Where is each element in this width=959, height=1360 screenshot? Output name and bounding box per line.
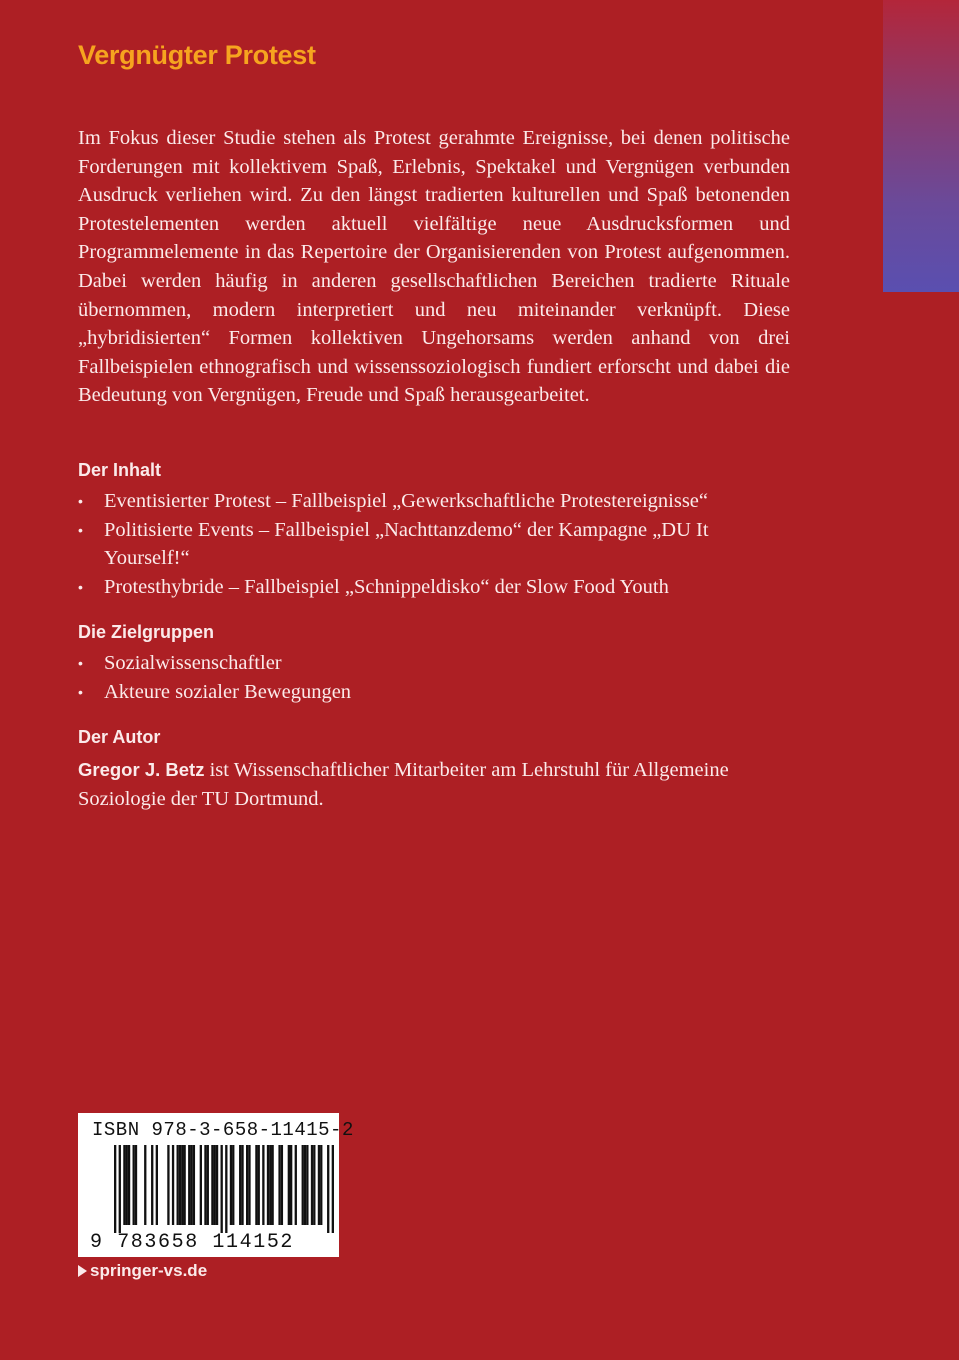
barcode-bar [183, 1145, 185, 1225]
barcode-bar [126, 1145, 128, 1225]
publisher-link[interactable] [78, 1261, 207, 1281]
barcode-bar [123, 1145, 125, 1225]
barcode-bar [267, 1145, 269, 1225]
barcode-bar [177, 1145, 179, 1225]
barcode-bar [318, 1145, 320, 1225]
barcode-bar [302, 1145, 304, 1225]
barcode-bar [179, 1145, 181, 1225]
accent-strip [883, 0, 959, 292]
list-item: • Protesthybride – Fallbeispiel „Schnippeldisko“ der Slow Food Youth [78, 573, 798, 602]
barcode-bar [278, 1145, 280, 1225]
barcode-bar [269, 1145, 271, 1225]
audience-list [78, 649, 798, 706]
audience-heading: Die Zielgruppen [78, 622, 215, 642]
barcode-bar [156, 1145, 158, 1225]
book-title: Vergnügter Protest [78, 40, 316, 70]
intro-paragraph: Im Fokus dieser Studie stehen als Protest gerahmte Ereignisse, bei denen politische Forderungen mit kollektivem Spaß, Erlebnis, Spektakel und Vergnügen verbunden Ausdruck verliehen wird. Zu den längst tradierten kulturellen und Spaß betonenden Protestelementen werden aktuell vielfältige neue Ausdrucksformen und Programmelemente in das Repertoire der Organisierenden von Protest aufgenommen. Dabei werden häufig in anderen gesellschaftlichen Bereichen tradierte Rituale übernommen, modern interpretiert und neu miteinander verknüpft. Diese „hybridisierten“ Formen kollektiven Ungehorsams werden anhand von drei Fallbeispielen ethnografisch und wissenssoziologisch fundiert erforscht und dabei die Bedeutung von Vergnügen, Freude und Spaß herausgearbeitet. [78, 127, 790, 407]
list-item: • Sozialwissenschaftler [78, 649, 798, 678]
barcode-bar [211, 1145, 213, 1225]
barcode-bar [172, 1145, 174, 1225]
barcode-bar [271, 1145, 273, 1225]
barcode-bar [221, 1145, 223, 1233]
barcode-bar [320, 1145, 322, 1225]
barcode-bar [190, 1145, 192, 1225]
barcode-bar [133, 1145, 135, 1225]
barcode-bar [144, 1145, 146, 1225]
author-bio-text: ist Wissenschaftlicher Mitarbeiter am Lehrstuhl für Allgemeine Soziologie der TU Dortmund. [78, 759, 729, 810]
barcode-bar [207, 1145, 209, 1225]
ean-digits: 9 783658 114152 [90, 1231, 295, 1254]
barcode-bars [114, 1145, 334, 1233]
barcode-bar [200, 1145, 202, 1225]
barcode-bar [306, 1145, 308, 1225]
barcode-bar [295, 1145, 297, 1225]
list-item: • Akteure sozialer Bewegungen [78, 678, 798, 707]
barcode-bar [214, 1145, 216, 1225]
barcode-bar [241, 1145, 243, 1225]
author-bio [78, 756, 790, 813]
barcode-bar [216, 1145, 218, 1225]
author-name: Gregor J. Betz [78, 759, 205, 780]
barcode-bar [225, 1145, 227, 1233]
list-item: • Eventisierter Protest – Fallbeispiel „Gewerkschaftliche Protestereignisse“ [78, 487, 798, 516]
barcode-bar [332, 1145, 334, 1233]
barcode-bar [167, 1145, 169, 1225]
barcode-bar [304, 1145, 306, 1225]
barcode-bar [128, 1145, 130, 1225]
barcode-bar [135, 1145, 137, 1225]
barcode-bar [255, 1145, 257, 1225]
barcode-bar [193, 1145, 195, 1225]
barcode-bar [281, 1145, 283, 1225]
arrow-right-icon [78, 1265, 87, 1277]
isbn-label: ISBN 978-3-658-11415-2 [92, 1119, 354, 1141]
isbn-barcode [78, 1113, 354, 1257]
barcode-bar [262, 1145, 264, 1225]
barcode-bar [188, 1145, 190, 1225]
barcode-bar [181, 1145, 183, 1225]
barcode-bar [246, 1145, 248, 1225]
barcode-bar [327, 1145, 329, 1233]
barcode-bar [311, 1145, 313, 1225]
barcode-bar [151, 1145, 153, 1225]
barcode-bar [232, 1145, 234, 1225]
barcode-bar [290, 1145, 292, 1225]
contents-heading: Der Inhalt [78, 460, 162, 480]
list-item: • Politisierte Events – Fallbeispiel „Nachttanzdemo“ der Kampagne „DU It Yourself!“ [78, 516, 798, 573]
barcode-bar [204, 1145, 206, 1225]
barcode-bar [239, 1145, 241, 1225]
barcode-bar [248, 1145, 250, 1225]
barcode-bar [258, 1145, 260, 1225]
barcode-bar [114, 1145, 116, 1233]
website-label: springer-vs.de [90, 1261, 208, 1280]
barcode-bar [288, 1145, 290, 1225]
contents-list [78, 487, 798, 601]
barcode-bar [119, 1145, 121, 1233]
barcode-bar [230, 1145, 232, 1225]
author-heading: Der Autor [78, 727, 161, 747]
barcode-bar [313, 1145, 315, 1225]
